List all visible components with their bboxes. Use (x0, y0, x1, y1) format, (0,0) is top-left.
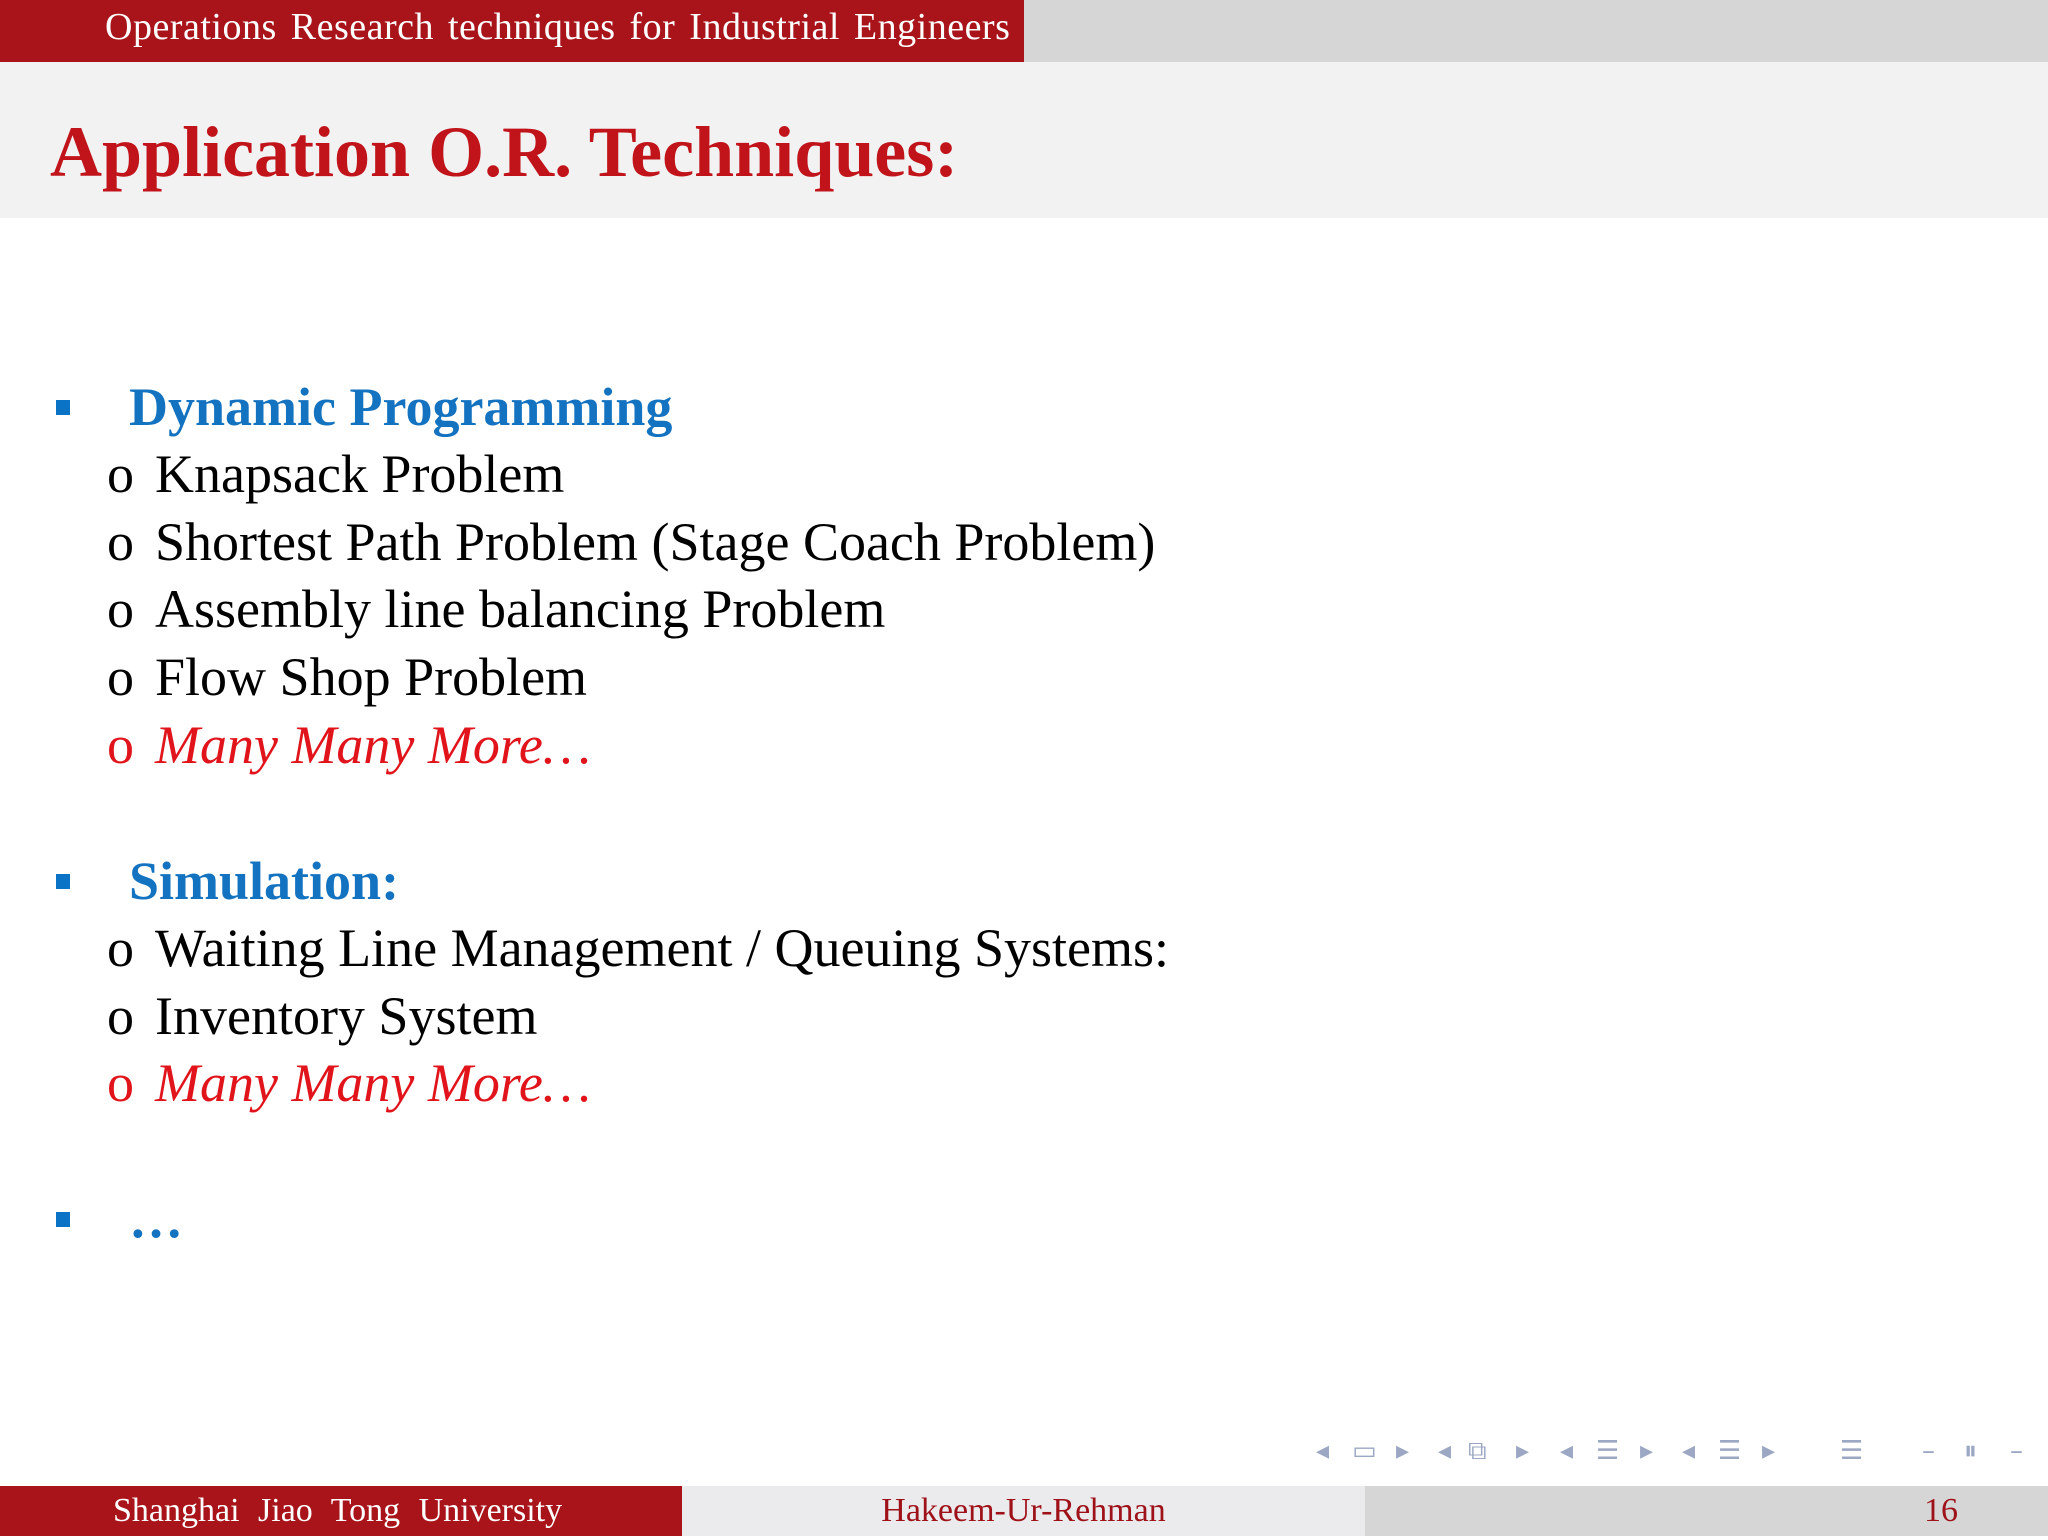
circle-bullet-icon: o (107, 444, 134, 504)
section-label: Simulation: (129, 851, 400, 911)
slide-prev-icon[interactable]: ◂ (1438, 1436, 1452, 1466)
redo-icon[interactable]: – (2010, 1436, 2023, 1466)
navigation-bar (1310, 1436, 2030, 1476)
circle-bullet-icon: o (107, 986, 134, 1046)
section-label: … (129, 1189, 183, 1249)
undo-icon[interactable]: – (1922, 1436, 1935, 1466)
subsection-icon[interactable]: ☰ (1718, 1436, 1742, 1466)
circle-bullet-icon: o (107, 715, 134, 775)
section-icon[interactable]: ☰ (1596, 1436, 1620, 1466)
frame-icon[interactable]: ▭ (1352, 1436, 1377, 1466)
toc-icon[interactable]: ☰ (1840, 1436, 1864, 1466)
frame-prev-icon[interactable]: ◂ (1316, 1436, 1330, 1466)
list-item: o Flow Shop Problem (107, 644, 587, 710)
circle-bullet-icon: o (107, 579, 134, 639)
list-item: o Inventory System (107, 983, 537, 1049)
square-bullet-icon (56, 400, 70, 415)
list-item: o Knapsack Problem (107, 441, 564, 507)
subsection-prev-icon[interactable]: ◂ (1682, 1436, 1696, 1466)
subsection-next-icon[interactable]: ▸ (1762, 1436, 1776, 1466)
circle-bullet-icon: o (107, 918, 134, 978)
footer (0, 1486, 2048, 1536)
footer-institution: Shanghai Jiao Tong University (0, 1486, 682, 1536)
section-label: Dynamic Programming (129, 377, 673, 437)
square-bullet-icon (56, 1212, 70, 1227)
list-item: o Waiting Line Management / Queuing Systems: (107, 915, 1169, 981)
circle-bullet-icon: o (107, 512, 134, 572)
list-item: o Assembly line balancing Problem (107, 576, 885, 642)
section-prev-icon[interactable]: ◂ (1560, 1436, 1574, 1466)
slide-title: Application O.R. Techniques: (50, 112, 959, 192)
circle-bullet-icon: o (107, 647, 134, 707)
course-title: Operations Research techniques for Industrial Engineers (0, 0, 1024, 62)
frame-next-icon[interactable]: ▸ (1396, 1436, 1410, 1466)
slide-next-icon[interactable]: ▸ (1516, 1436, 1530, 1466)
list-item-more: o Many Many More… (107, 1050, 591, 1116)
list-item-more: o Many Many More… (107, 712, 591, 778)
zoom-icon[interactable]: ⏸ (1964, 1436, 1978, 1466)
slide-icon[interactable]: ⧉ (1468, 1436, 1487, 1466)
square-bullet-icon (56, 874, 70, 889)
list-item: o Shortest Path Problem (Stage Coach Problem) (107, 509, 1155, 575)
section-next-icon[interactable]: ▸ (1640, 1436, 1654, 1466)
page-number: 16 (1365, 1486, 2048, 1536)
circle-bullet-icon: o (107, 1053, 134, 1113)
footer-author: Hakeem-Ur-Rehman (682, 1486, 1365, 1536)
